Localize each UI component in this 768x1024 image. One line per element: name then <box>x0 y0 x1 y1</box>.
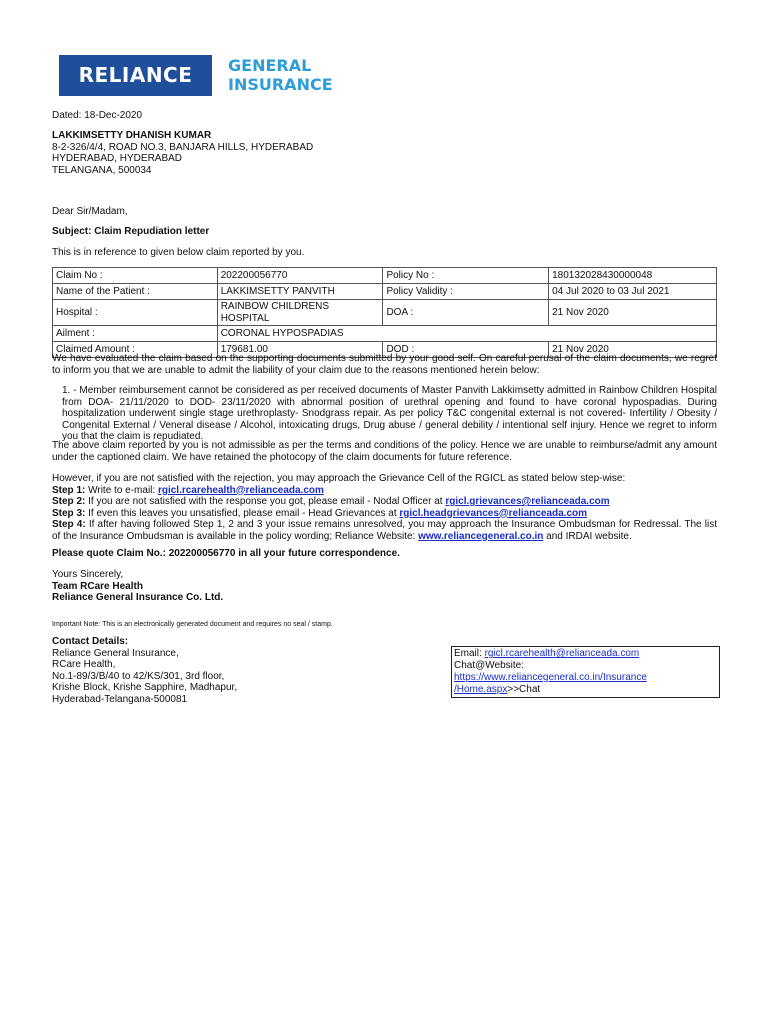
step-label: Step 3: <box>52 507 86 519</box>
step-text: If you are not satisfied with the response you got, please email - Nodal Officer at <box>85 496 446 507</box>
table-cell: LAKKIMSETTY PANVITH <box>217 284 383 300</box>
table-cell: RAINBOW CHILDRENS HOSPITAL <box>217 300 383 326</box>
chat-website-link[interactable]: https://www.reliancegeneral.co.in/Insurance <box>454 672 647 683</box>
contact-chat-row <box>454 660 716 684</box>
contact-box <box>451 646 720 698</box>
chat-tail: >>Chat <box>507 684 541 695</box>
closing-team: Team RCare Health <box>52 580 143 592</box>
table-cell: 202200056770 <box>217 268 383 284</box>
quote-claim-note: Please quote Claim No.: 202200056770 in all your future correspondence. <box>52 548 400 559</box>
grievance-intro: However, if you are not satisfied with the rejection, you may approach the Grievance Cell of the RGICL as stated below step-wise: <box>52 473 626 484</box>
logo-brand: RELIANCE <box>78 63 193 87</box>
website-link[interactable]: www.reliancegeneral.co.in <box>418 530 544 542</box>
contact-heading: Contact Details: <box>52 636 129 647</box>
chat-label: Chat@Website: <box>454 660 524 671</box>
address-line: 8-2-326/4/4, ROAD NO.3, BANJARA HILLS, HYDERABAD <box>52 141 314 153</box>
chat-website-link-tail[interactable]: /Home.aspx <box>454 684 508 695</box>
step-text: Write to e-mail: <box>85 484 158 496</box>
table-cell: 21 Nov 2020 <box>549 342 717 358</box>
table-row <box>53 284 717 300</box>
important-note: Important Note: This is an electronically generated document and requires no seal / stamp. <box>52 621 333 628</box>
step-2 <box>52 496 717 508</box>
email-link-headgrievances[interactable]: rgicl.headgrievances@relianceada.com <box>399 507 588 519</box>
contact-line: Hyderabad-Telangana-500081 <box>52 693 188 705</box>
contact-email-link[interactable]: rgicl.rcarehealth@relianceada.com <box>484 648 640 659</box>
contact-line: Krishe Block, Krishe Sapphire, Madhapur, <box>52 682 238 693</box>
contact-line: No.1-89/3/B/40 to 42/KS/301, 3rd floor, <box>52 670 225 682</box>
claim-details-table <box>52 267 717 358</box>
table-cell: 04 Jul 2020 to 03 Jul 2021 <box>549 284 717 300</box>
table-cell: 21 Nov 2020 <box>549 300 717 326</box>
repudiation-reason: 1. - Member reimbursement cannot be considered as per received documents of Master Panvith Lakkimsetty admitted in Rainbow Children Hospital from DOA- 21/11/2020 to DOD- 23/11/2020 with abnormal position of urethral opening and found to have coronal hypospadias. During hospitalization underwent single stage urethroplasty- Snodgrass repair. As per policy T&C congenital external is not covered- Infertility / Obesity / Congenital External / Veneral disease / Alcohol, intoxicating drugs, Drug abuse / general debility / intentional self injury. Hence we regret to inform you that the claim is repudiated. <box>62 385 717 442</box>
table-cell: Hospital : <box>53 300 218 326</box>
intro-text: This is in reference to given below claim reported by you. <box>52 247 305 258</box>
logo-line-insurance: INSURANCE <box>228 75 333 94</box>
table-cell: Policy Validity : <box>383 284 549 300</box>
closing-block <box>52 569 717 604</box>
contact-chat-row-2 <box>454 684 716 696</box>
table-row <box>53 300 717 326</box>
table-cell: Claimed Amount : <box>53 342 218 358</box>
logo-line-general: GENERAL <box>228 56 312 75</box>
logo-wordmark <box>228 56 333 94</box>
table-cell: Claim No : <box>53 268 218 284</box>
table-row <box>53 326 717 342</box>
table-cell: DOD : <box>383 342 549 358</box>
email-link-rcarehealth[interactable]: rgicl.rcarehealth@relianceada.com <box>157 484 324 496</box>
step-text: If even this leaves you unsatisfied, please email - Head Grievances at <box>85 507 400 519</box>
step-label: Step 4: <box>52 519 86 530</box>
table-cell: 180132028430000048 <box>549 268 717 284</box>
closing-line: Yours Sincerely, <box>52 569 124 580</box>
table-row <box>53 268 717 284</box>
contact-email-row <box>454 648 716 660</box>
table-cell: 179681.00 <box>217 342 383 358</box>
table-cell: DOA : <box>383 300 549 326</box>
step-label: Step 2: <box>52 496 86 507</box>
grievance-section <box>52 473 717 542</box>
table-cell: CORONAL HYPOSPADIAS <box>217 326 716 342</box>
address-line: HYDERABAD, HYDERABAD <box>52 153 183 164</box>
step-1 <box>52 485 717 497</box>
contact-details <box>52 636 432 705</box>
email-link-grievances[interactable]: rgicl.grievances@relianceada.com <box>445 496 610 507</box>
step-4 <box>52 519 717 542</box>
table-cell: Policy No : <box>383 268 549 284</box>
contact-line: Reliance General Insurance, <box>52 647 179 659</box>
step-text: and IRDAI website. <box>543 530 632 542</box>
recipient-name: LAKKIMSETTY DHANISH KUMAR <box>52 130 212 141</box>
step-label: Step 1: <box>52 484 86 496</box>
reliance-logo <box>59 55 212 96</box>
table-cell: Name of the Patient : <box>53 284 218 300</box>
contact-line: RCare Health, <box>52 659 116 670</box>
admissibility-paragraph: The above claim reported by you is not admissible as per the terms and conditions of the policy. Hence we are unable to reimburse/admit any amount under the captioned claim. We have retained the photocopy of the claim documents for future reference. <box>52 440 717 463</box>
email-label: Email: <box>454 648 485 659</box>
evaluation-paragraph: We have evaluated the claim based on the supporting documents submitted by your good self. On careful perusal of the claim documents, we regret to inform you that we are unable to admit the liability of your claim due to the reasons mentioned herein below: <box>52 353 717 376</box>
table-cell: Ailment : <box>53 326 218 342</box>
letter-date: Dated: 18-Dec-2020 <box>52 110 143 121</box>
recipient-address <box>52 130 717 176</box>
closing-company: Reliance General Insurance Co. Ltd. <box>52 592 224 603</box>
subject-line: Subject: Claim Repudiation letter <box>52 226 210 237</box>
step-3 <box>52 508 717 520</box>
step-text: If after having followed Step 1, 2 and 3 your issue remains unresolved, you may approach the Insurance Ombudsman for Redressal. The list of the Insurance Ombudsman is available in the policy wording; Reliance Website: <box>52 519 717 542</box>
salutation: Dear Sir/Madam, <box>52 206 128 217</box>
address-line: TELANGANA, 500034 <box>52 164 152 176</box>
